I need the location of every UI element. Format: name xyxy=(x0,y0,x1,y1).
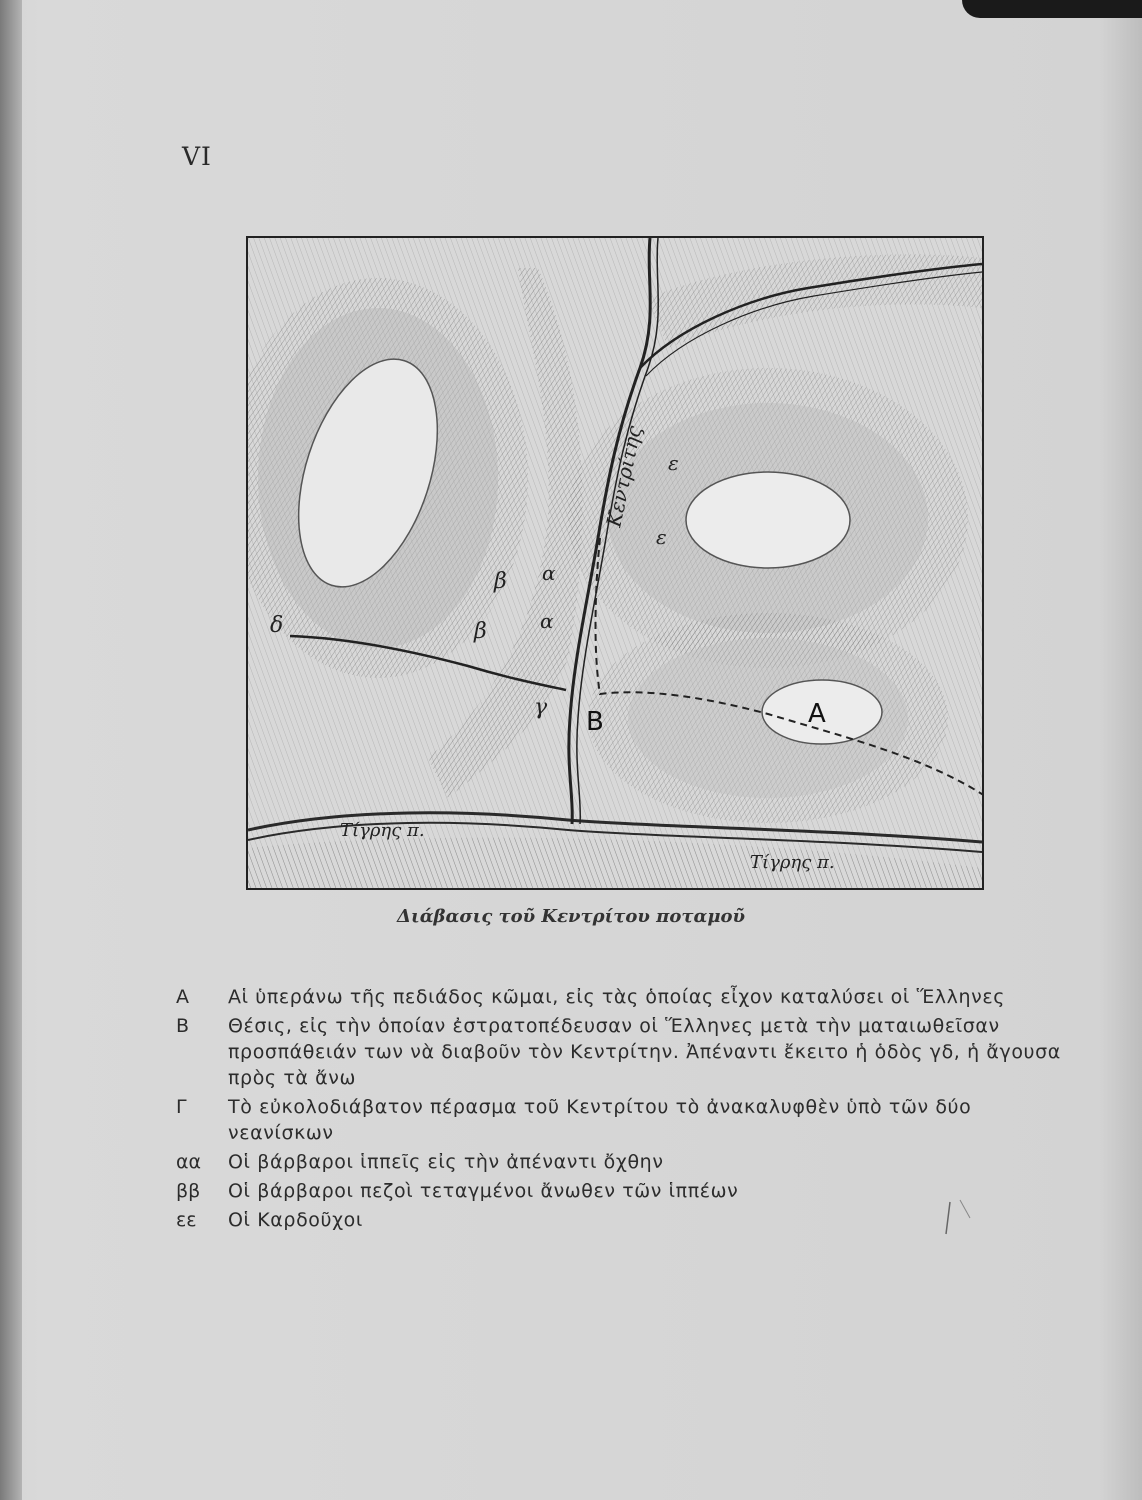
pencil-mark xyxy=(944,1198,974,1238)
legend-item xyxy=(176,1178,1076,1204)
label-beta-2: β xyxy=(474,619,487,644)
label-alpha-2: α xyxy=(540,609,554,633)
label-A: A xyxy=(808,699,826,729)
label-delta: δ xyxy=(270,613,284,638)
legend-text: Οἱ βάρβαροι πεζοὶ τεταγμένοι ἄνωθεν τῶν ἱππέων xyxy=(228,1180,739,1202)
legend-text: Αἱ ὑπεράνω τῆς πεδιάδος κῶμαι, εἰς τὰς ὁποίας εἶχον καταλύσει οἱ Ἕλληνες xyxy=(228,986,1005,1008)
legend-text: Οἱ Καρδοῦχοι xyxy=(228,1209,363,1231)
label-B: B xyxy=(586,707,604,737)
ink-blot xyxy=(962,0,1142,18)
legend-text: Τὸ εὐκολοδιάβατον πέρασμα τοῦ Κεντρίτου τὸ ἀνακαλυφθὲν ὑπὸ τῶν δύο νεανίσκων xyxy=(228,1096,972,1144)
page-number: VI xyxy=(182,142,212,171)
label-epsilon-1: ε xyxy=(668,451,679,475)
legend-key: εε xyxy=(176,1209,197,1231)
legend-key: A xyxy=(176,986,189,1008)
label-gamma: γ xyxy=(534,695,548,720)
page-edge-shadow xyxy=(0,0,22,1500)
label-beta-1: β xyxy=(494,569,507,594)
label-epsilon-2: ε xyxy=(656,525,667,549)
legend-key: αα xyxy=(176,1151,202,1173)
map-legend xyxy=(176,984,1076,1236)
legend-text: Θέσις, εἰς τὴν ὁποίαν ἐστρατοπέδευσαν οἱ Ἕλληνες μετὰ τὴν ματαιωθεῖσαν προσπάθειάν των νὰ διαβοῦν τὸν Κεντρίτην. Ἀπέναντι ἔκειτο ἡ ὁδὸς γδ, ἡ ἄγουσα πρὸς τὰ ἄνω xyxy=(228,1015,1061,1089)
label-tigris-right: Τίγρης π. xyxy=(750,852,835,873)
label-kentritis: Κεντρίτης xyxy=(601,423,647,530)
legend-item xyxy=(176,1013,1076,1091)
legend-item xyxy=(176,1149,1076,1175)
legend-key: B xyxy=(176,1015,190,1037)
legend-item xyxy=(176,984,1076,1010)
legend-item xyxy=(176,1207,1076,1233)
legend-text: Οἱ βάρβαροι ἱππεῖς εἰς τὴν ἀπέναντι ὄχθην xyxy=(228,1151,664,1173)
label-tigris-left: Τίγρης π. xyxy=(340,820,425,841)
label-alpha-1: α xyxy=(542,561,556,585)
map-figure xyxy=(246,236,984,890)
legend-key: ββ xyxy=(176,1180,201,1202)
map-caption: Διάβασις τοῦ Κεντρίτου ποταμοῦ xyxy=(397,906,745,927)
legend-key: Γ xyxy=(176,1096,187,1118)
hill-village-A xyxy=(588,613,948,823)
map-drawing xyxy=(248,238,982,888)
legend-item xyxy=(176,1094,1076,1146)
